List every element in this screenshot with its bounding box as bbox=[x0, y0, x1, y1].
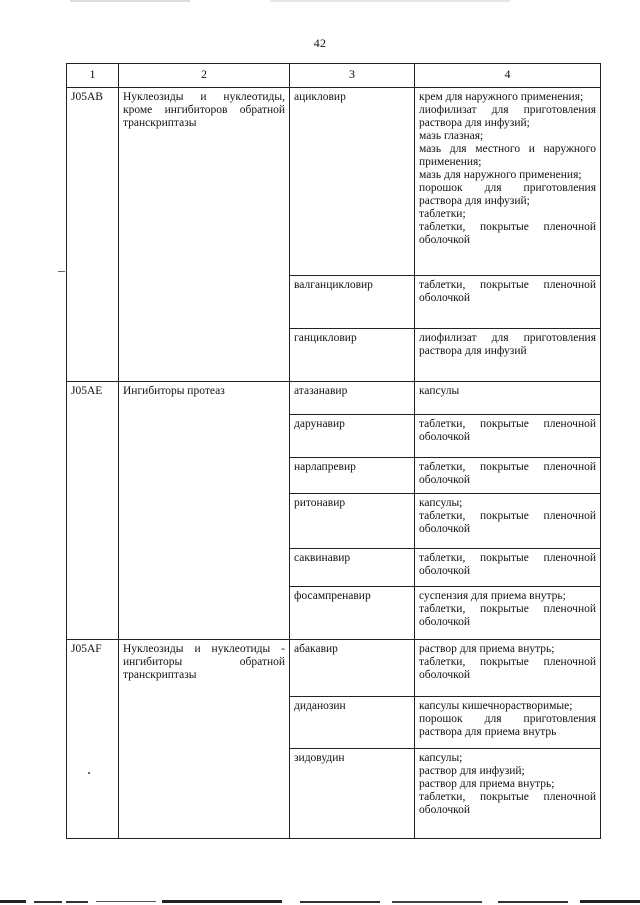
dosage-form-line: таблетки, покрытые пленочной оболочкой bbox=[419, 461, 596, 486]
dosage-forms-cell bbox=[415, 587, 601, 640]
header-col-4: 4 bbox=[415, 64, 601, 88]
dosage-forms-cell bbox=[415, 382, 601, 415]
dosage-form-line: лиофилизат для приготовления раствора для инфузий; bbox=[419, 104, 596, 129]
dosage-form-line: порошок для приготовления раствора для приема внутрь bbox=[419, 713, 596, 738]
atc-group-name-cell: Нуклеозиды и нуклеотиды - ингибиторы обратной транскриптазы bbox=[119, 640, 290, 839]
drug-name-cell: валганцикловир bbox=[290, 276, 415, 329]
header-col-2: 2 bbox=[119, 64, 290, 88]
table-row bbox=[67, 640, 601, 697]
dosage-form-line: таблетки, покрытые пленочной оболочкой bbox=[419, 791, 596, 816]
scan-mark-left bbox=[88, 772, 90, 774]
dosage-form-line: таблетки, покрытые пленочной оболочкой bbox=[419, 510, 596, 535]
drug-name-cell: фосампренавир bbox=[290, 587, 415, 640]
dosage-form-line: капсулы; bbox=[419, 497, 463, 509]
drug-name-cell: зидовудин bbox=[290, 749, 415, 839]
table-row bbox=[67, 382, 601, 415]
table-header-row bbox=[67, 64, 601, 88]
scan-artifact-bottom bbox=[0, 897, 640, 905]
dosage-forms-cell bbox=[415, 494, 601, 549]
drug-name-cell: ритонавир bbox=[290, 494, 415, 549]
dosage-form-line: порошок для приготовления раствора для инфузий; bbox=[419, 182, 596, 207]
drug-name-cell: саквинавир bbox=[290, 549, 415, 587]
atc-group-name-cell: Нуклеозиды и нуклеотиды, кроме ингибиторов обратной транскриптазы bbox=[119, 88, 290, 382]
header-col-1: 1 bbox=[67, 64, 119, 88]
table-row bbox=[67, 88, 601, 276]
dosage-form-line: мазь глазная; bbox=[419, 130, 484, 142]
dosage-form-line: таблетки, покрытые пленочной оболочкой bbox=[419, 656, 596, 681]
dosage-form-line: таблетки, покрытые пленочной оболочкой bbox=[419, 552, 596, 577]
dosage-form-line: крем для наружного применения; bbox=[419, 91, 584, 103]
dosage-form-line: мазь для наружного применения; bbox=[419, 169, 582, 181]
dosage-form-line: капсулы bbox=[419, 385, 460, 397]
dosage-form-line: суспензия для приема внутрь; bbox=[419, 590, 566, 602]
dosage-forms-cell bbox=[415, 749, 601, 839]
drug-name-cell: ацикловир bbox=[290, 88, 415, 276]
atc-code-cell: J05AB bbox=[67, 88, 119, 382]
dosage-forms-cell bbox=[415, 276, 601, 329]
dosage-form-line: раствор для приема внутрь; bbox=[419, 778, 555, 790]
atc-code-cell: J05AF bbox=[67, 640, 119, 839]
drug-name-cell: дарунавир bbox=[290, 415, 415, 458]
dosage-form-line: таблетки; bbox=[419, 208, 466, 220]
dosage-form-line: раствор для инфузий; bbox=[419, 765, 525, 777]
dosage-form-line: мазь для местного и наружного применения; bbox=[419, 143, 596, 168]
dosage-form-line: таблетки, покрытые пленочной оболочкой bbox=[419, 221, 596, 246]
drug-name-cell: диданозин bbox=[290, 697, 415, 749]
dosage-forms-cell bbox=[415, 329, 601, 382]
dosage-form-line: капсулы; bbox=[419, 752, 463, 764]
drug-table bbox=[66, 63, 601, 839]
dosage-form-line: таблетки, покрытые пленочной оболочкой bbox=[419, 418, 596, 443]
header-col-3: 3 bbox=[290, 64, 415, 88]
atc-code-cell: J05AE bbox=[67, 382, 119, 640]
dosage-form-line: таблетки, покрытые пленочной оболочкой bbox=[419, 603, 596, 628]
dosage-forms-cell bbox=[415, 549, 601, 587]
dosage-forms-cell bbox=[415, 458, 601, 494]
drug-name-cell: атазанавир bbox=[290, 382, 415, 415]
drug-name-cell: абакавир bbox=[290, 640, 415, 697]
dosage-forms-cell bbox=[415, 88, 601, 276]
dosage-form-line: капсулы кишечнорастворимые; bbox=[419, 700, 573, 712]
dosage-form-line: таблетки, покрытые пленочной оболочкой bbox=[419, 279, 596, 304]
drug-name-cell: ганцикловир bbox=[290, 329, 415, 382]
table-body bbox=[67, 88, 601, 839]
dosage-forms-cell bbox=[415, 640, 601, 697]
page-number: 42 bbox=[313, 36, 327, 50]
dosage-form-line: лиофилизат для приготовления раствора для инфузий bbox=[419, 332, 596, 357]
scan-artifact-top bbox=[70, 0, 510, 3]
drug-name-cell: нарлапревир bbox=[290, 458, 415, 494]
dosage-forms-cell bbox=[415, 697, 601, 749]
dosage-forms-cell bbox=[415, 415, 601, 458]
atc-group-name-cell: Ингибиторы протеаз bbox=[119, 382, 290, 640]
scan-mark-left bbox=[58, 271, 65, 272]
dosage-form-line: раствор для приема внутрь; bbox=[419, 643, 555, 655]
